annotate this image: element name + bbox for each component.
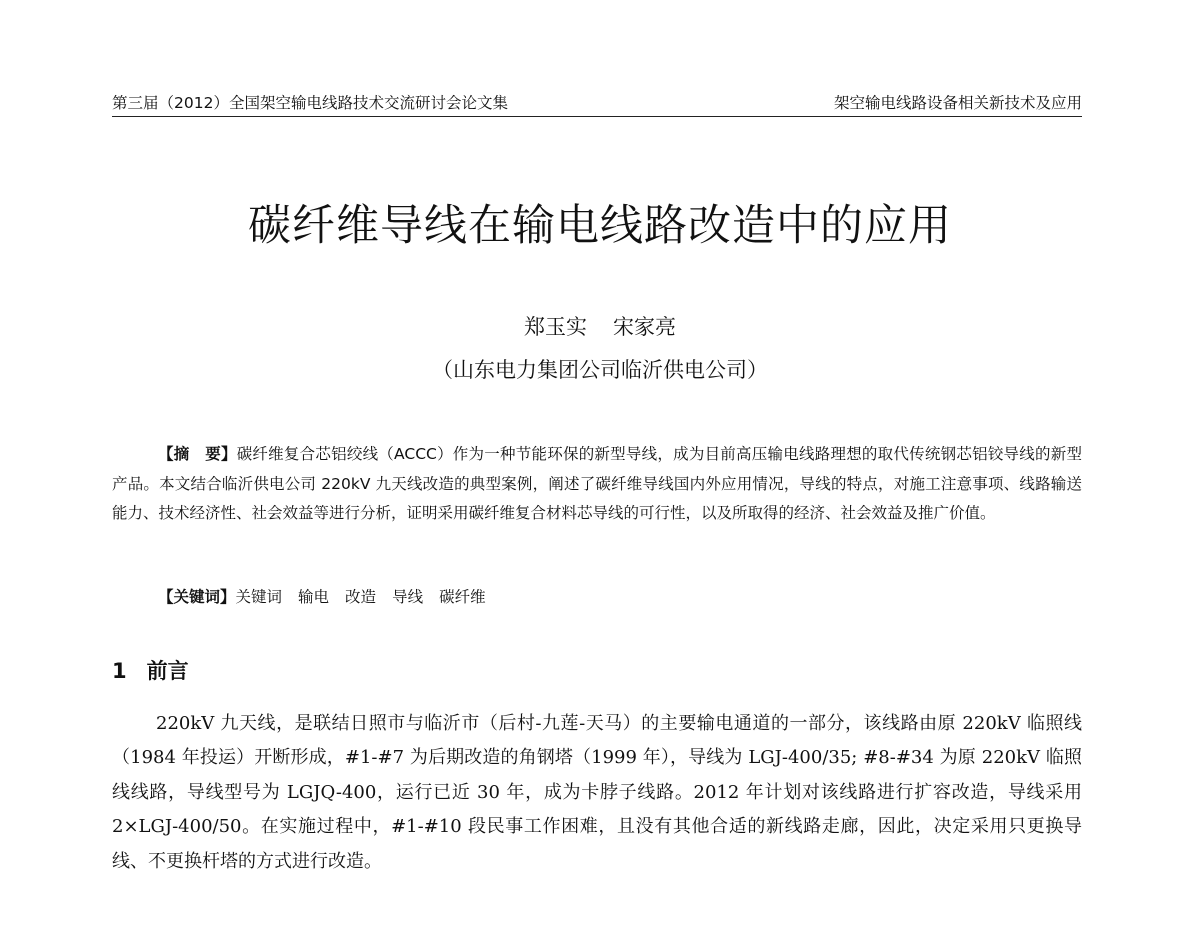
author-name: 宋家亮 — [613, 315, 676, 339]
keyword: 改造 — [345, 588, 377, 606]
section-number: 1 — [112, 659, 127, 683]
keyword: 碳纤维 — [439, 588, 486, 606]
paper-title: 碳纤维导线在输电线路改造中的应用 — [248, 201, 952, 251]
body-text — [112, 707, 1082, 879]
author-name: 郑玉实 — [524, 315, 587, 339]
body-paragraph: 220kV 九天线，是联结日照市与临沂市（后村-九莲-天马）的主要输电通道的一部分，该线路由原 220kV 临照线（1984 年投运）开断形成，#1-#7 为后期改造的角钢塔（1999 年），导线为 LGJ-400/35; #8-#34 为原 220kV 临照线线路，导线型号为 LGJQ-400，运行已近 30 年，成为卡脖子线路。2012 年计划对该线路进行扩容改造，导线采用 2×LGJ-400/50。在实施过程中，#1-#10 段民事工作困难，且没有其他合适的新线路走廊，因此，决定采用只更换导线、不更换杆塔的方式进行改造。 — [112, 713, 1082, 872]
section-title: 前言 — [146, 659, 189, 683]
keywords-label: 【关键词】 — [158, 588, 236, 606]
abstract-text: 碳纤维复合芯铝绞线（ACCC）作为一种节能环保的新型导线，成为目前高压输电线路理想的取代传统钢芯铝铰导线的新型产品。本文结合临沂供电公司 220kV 九天线改造的典型案例，阐述了碳纤维导线国内外应用情况，导线的特点，对施工注意事项、线路输送能力、技术经济性、社会效益等进行分析，证明采用碳纤维复合材料芯导线的可行性，以及所取得的经济、社会效益及推广价值。 — [112, 445, 1082, 522]
affiliation: （山东电力集团公司临沂供电公司） — [432, 358, 768, 382]
abstract-label: 【摘 要】 — [158, 445, 237, 463]
header-section-title: 架空输电线路设备相关新技术及应用 — [833, 94, 1082, 112]
abstract — [112, 440, 1082, 529]
running-header — [112, 88, 1082, 117]
keyword: 关键词 — [235, 588, 283, 606]
keyword: 导线 — [392, 588, 424, 606]
author-list — [0, 311, 1200, 341]
keyword: 输电 — [298, 588, 330, 606]
section-heading — [112, 655, 189, 685]
keywords — [158, 585, 1082, 607]
header-proceedings-title: 第三届（2012）全国架空输电线路技术交流研讨会论文集 — [112, 94, 508, 112]
